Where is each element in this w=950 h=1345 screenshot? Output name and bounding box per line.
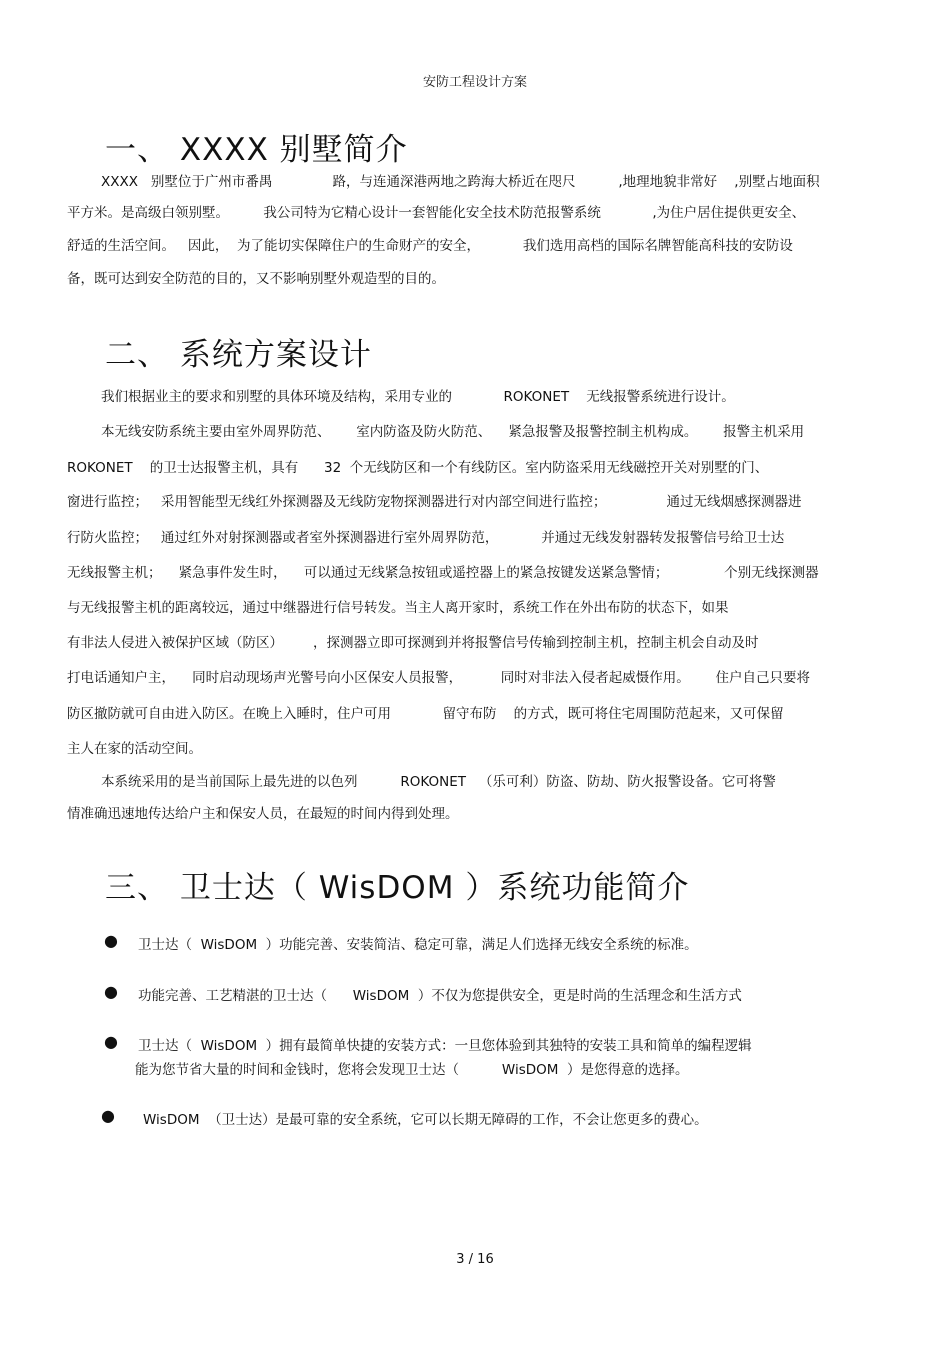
section-heading-intro: 一、 XXXX 别墅简介 xyxy=(105,132,408,168)
page-header: 安防工程设计方案 xyxy=(422,75,527,90)
paragraph-line: 防区撤防就可自由进入防区。在晚上入睡时，住户可用 留守布防 的方式，既可将住宅周围防范起来，又可保留 xyxy=(67,706,784,722)
paragraph-line: 本无线安防系统主要由室外周界防范、 室内防盗及防火防范、 紧急报警及报警控制主机构成。 报警主机采用 xyxy=(101,424,805,440)
bullet-item-text: WisDOM （卫士达）是最可靠的安全系统，它可以长期无障碍的工作，不会让您更多的费心。 xyxy=(143,1112,708,1128)
bullet-icon: ● xyxy=(104,982,118,1001)
paragraph-line: 主人在家的活动空间。 xyxy=(67,741,202,757)
paragraph-line: 无线报警主机； 紧急事件发生时， 可以通过无线紧急按钮或遥控器上的紧急按键发送紧急警情； 个别无线探测器 xyxy=(67,565,819,581)
paragraph-line: 本系统采用的是当前国际上最先进的以色列 ROKONET （乐可利）防盗、防劫、防火报警设备。它可将警 xyxy=(101,774,776,790)
section-heading-wisdom: 三、 卫士达（ WisDOM ）系统功能简介 xyxy=(105,870,690,906)
section-heading-design: 二、 系统方案设计 xyxy=(105,337,372,373)
paragraph-line: ROKONET 的卫士达报警主机，具有 32 个无线防区和一个有线防区。室内防盗采用无线磁控开关对别墅的门、 xyxy=(67,460,769,476)
paragraph-line: 情准确迅速地传达给户主和保安人员，在最短的时间内得到处理。 xyxy=(67,806,459,822)
paragraph-line: 有非法人侵进入被保护区域（防区） ，探测器立即可探测到并将报警信号传输到控制主机，控制主机会自动及时 xyxy=(67,635,759,651)
paragraph-line: 舒适的生活空间。 因此， 为了能切实保障住户的生命财产的安全， 我们选用高档的国际名牌智能高科技的安防设 xyxy=(67,238,793,254)
paragraph-line: 平方米。是高级白领别墅。 我公司特为它精心设计一套智能化安全技术防范报警系统 ,为住户居住提供更安全、 xyxy=(67,205,806,221)
paragraph-line: 我们根据业主的要求和别墅的具体环境及结构，采用专业的 ROKONET 无线报警系统进行设计。 xyxy=(101,389,735,405)
paragraph-line: 打电话通知户主， 同时启动现场声光警号向小区保安人员报警， 同时对非法入侵者起威慑作用。 住户自己只要将 xyxy=(67,670,811,686)
bullet-item-text: 卫士达（ WisDOM ）功能完善、安装简洁、稳定可靠，满足人们选择无线安全系统的标准。 xyxy=(138,937,698,953)
paragraph-line: 备，既可达到安全防范的目的，又不影响别墅外观造型的目的。 xyxy=(67,271,445,287)
bullet-item-text: 能为您节省大量的时间和金钱时，您将会发现卫士达（ WisDOM ）是您得意的选择。 xyxy=(135,1062,689,1078)
paragraph-line: 窗进行监控； 采用智能型无线红外探测器及无线防宠物探测器进行对内部空间进行监控； 通过无线烟感探测器进 xyxy=(67,494,802,510)
bullet-item-text: 卫士达（ WisDOM ）拥有最简单快捷的安装方式：一旦您体验到其独特的安装工具和简单的编程逻辑 xyxy=(138,1038,752,1054)
paragraph-line: XXXX 别墅位于广州市番禺 路，与连通深港两地之跨海大桥近在咫尺 ,地理地貌非常好 ,别墅占地面积 xyxy=(101,174,820,190)
paragraph-line: 行防火监控； 通过红外对射探测器或者室外探测器进行室外周界防范， 并通过无线发射器转发报警信号给卫士达 xyxy=(67,530,785,546)
paragraph-line: 与无线报警主机的距离较远，通过中继器进行信号转发。当主人离开家时，系统工作在外出布防的状态下，如果 xyxy=(67,600,729,616)
bullet-item-text: 功能完善、工艺精湛的卫士达（ WisDOM ）不仅为您提供安全，更是时尚的生活理念和生活方式 xyxy=(138,988,742,1004)
bullet-icon: ● xyxy=(104,1032,118,1051)
bullet-icon: ● xyxy=(101,1106,115,1125)
page-number: 3 / 16 xyxy=(456,1252,494,1267)
bullet-icon: ● xyxy=(104,931,118,950)
